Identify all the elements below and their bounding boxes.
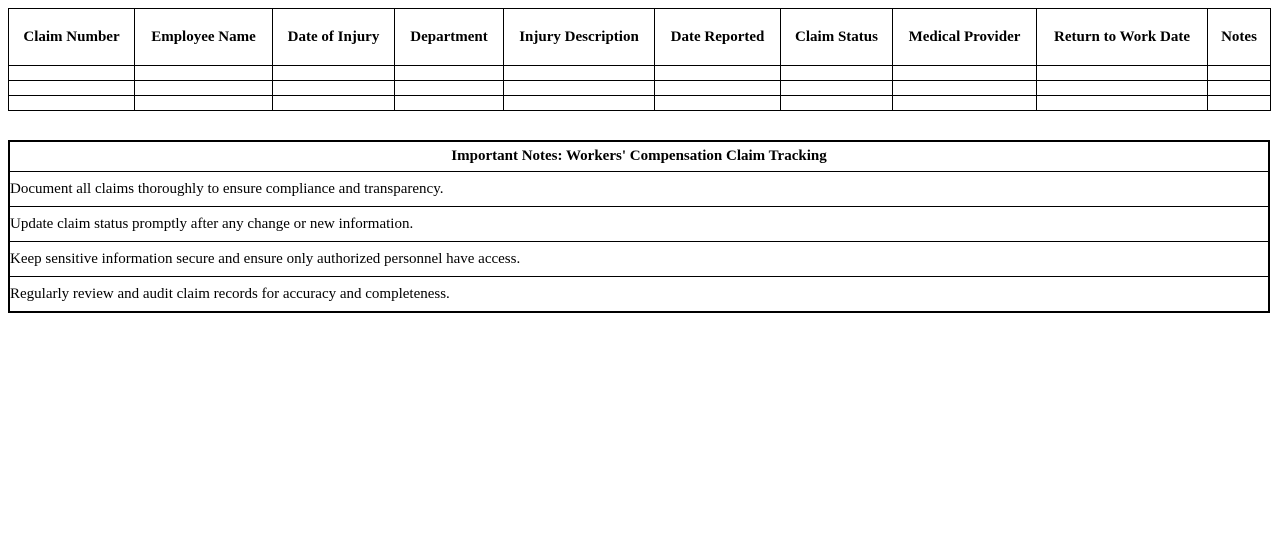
cell-notes[interactable]	[1208, 96, 1271, 111]
list-item	[9, 172, 1269, 207]
cell-claim-status[interactable]	[781, 96, 893, 111]
cell-claim-status[interactable]	[781, 81, 893, 96]
notes-section-title: Important Notes: Workers' Compensation Claim Tracking	[9, 141, 1269, 172]
cell-medical-provider[interactable]	[893, 96, 1037, 111]
cell-claim-number[interactable]	[9, 81, 135, 96]
cell-notes[interactable]	[1208, 81, 1271, 96]
notes-title-row	[9, 141, 1269, 172]
important-notes-body	[9, 141, 1269, 312]
column-header-department: Department	[395, 9, 504, 66]
cell-medical-provider[interactable]	[893, 66, 1037, 81]
column-header-medical-provider: Medical Provider	[893, 9, 1037, 66]
column-header-claim-number: Claim Number	[9, 9, 135, 66]
cell-claim-number[interactable]	[9, 66, 135, 81]
column-header-date-of-injury: Date of Injury	[273, 9, 395, 66]
cell-return-to-work-date[interactable]	[1037, 96, 1208, 111]
cell-date-reported[interactable]	[655, 66, 781, 81]
cell-date-of-injury[interactable]	[273, 96, 395, 111]
cell-employee-name[interactable]	[135, 81, 273, 96]
cell-department[interactable]	[395, 96, 504, 111]
list-item	[9, 242, 1269, 277]
column-header-date-reported: Date Reported	[655, 9, 781, 66]
cell-date-of-injury[interactable]	[273, 66, 395, 81]
important-notes-container	[8, 140, 1270, 313]
cell-return-to-work-date[interactable]	[1037, 66, 1208, 81]
cell-department[interactable]	[395, 66, 504, 81]
note-item-4: Regularly review and audit claim records for accuracy and completeness.	[9, 277, 1269, 313]
table-row[interactable]	[9, 96, 1271, 111]
cell-medical-provider[interactable]	[893, 81, 1037, 96]
header-row	[9, 9, 1271, 66]
cell-claim-status[interactable]	[781, 66, 893, 81]
claim-table-body	[9, 66, 1271, 111]
cell-date-of-injury[interactable]	[273, 81, 395, 96]
list-item	[9, 277, 1269, 313]
column-header-notes: Notes	[1208, 9, 1271, 66]
cell-employee-name[interactable]	[135, 66, 273, 81]
claim-tracking-table-container	[8, 8, 1270, 111]
column-header-injury-description: Injury Description	[504, 9, 655, 66]
cell-injury-description[interactable]	[504, 81, 655, 96]
cell-claim-number[interactable]	[9, 96, 135, 111]
cell-date-reported[interactable]	[655, 96, 781, 111]
column-header-return-to-work-date: Return to Work Date	[1037, 9, 1208, 66]
column-header-employee-name: Employee Name	[135, 9, 273, 66]
cell-return-to-work-date[interactable]	[1037, 81, 1208, 96]
important-notes-table	[8, 140, 1270, 313]
note-item-1: Document all claims thoroughly to ensure compliance and transparency.	[9, 172, 1269, 207]
cell-employee-name[interactable]	[135, 96, 273, 111]
list-item	[9, 207, 1269, 242]
note-item-3: Keep sensitive information secure and ensure only authorized personnel have access.	[9, 242, 1269, 277]
claim-table-header	[9, 9, 1271, 66]
cell-department[interactable]	[395, 81, 504, 96]
note-item-2: Update claim status promptly after any change or new information.	[9, 207, 1269, 242]
claim-tracking-table	[8, 8, 1271, 111]
cell-notes[interactable]	[1208, 66, 1271, 81]
cell-injury-description[interactable]	[504, 66, 655, 81]
table-row[interactable]	[9, 66, 1271, 81]
cell-injury-description[interactable]	[504, 96, 655, 111]
table-row[interactable]	[9, 81, 1271, 96]
cell-date-reported[interactable]	[655, 81, 781, 96]
column-header-claim-status: Claim Status	[781, 9, 893, 66]
